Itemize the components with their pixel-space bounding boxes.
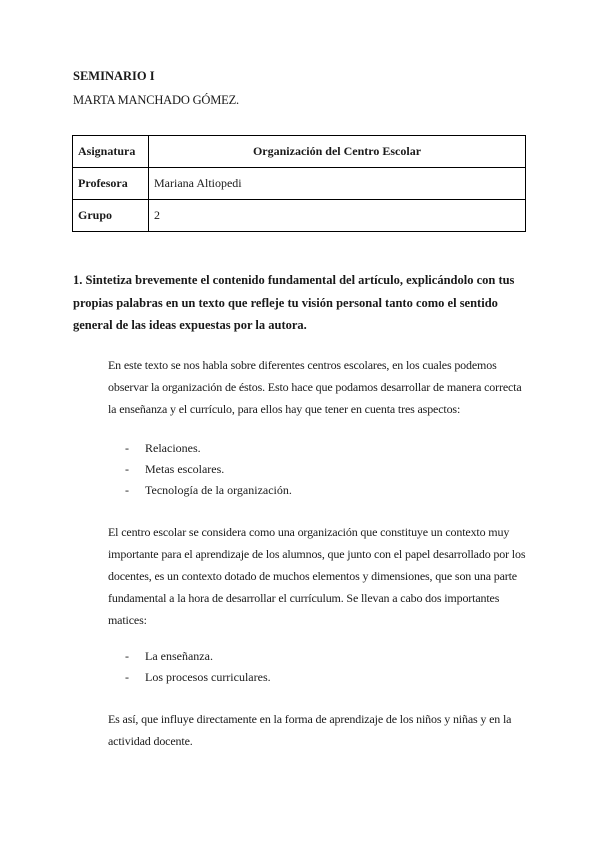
subject-label: Asignatura [73, 136, 149, 168]
list-bullet: - [125, 649, 129, 663]
teacher-label: Profesora [73, 168, 149, 200]
list-item-text: La enseñanza. [145, 649, 213, 663]
group-label: Grupo [73, 200, 149, 232]
list-item-text: Tecnología de la organización. [145, 483, 292, 497]
table-row [73, 168, 526, 200]
list-item [125, 459, 292, 480]
list-bullet: - [125, 441, 129, 455]
list-bullet: - [125, 670, 129, 684]
question-heading: 1. Sintetiza brevemente el contenido fundamental del artículo, explicándolo con tus propias palabras en un texto que refleje tu visión personal tanto como el sentido general de las ideas expuestas por la autora. [73, 273, 515, 332]
list-item [125, 646, 271, 667]
answer-paragraph-1: En este texto se nos habla sobre diferentes centros escolares, en los cuales podemos observar la organización de éstos. Esto hace que podamos desarrollar de manera correcta la enseñanza y el currículo, para ellos hay que tener en cuenta tres aspectos: [108, 358, 522, 416]
subject-value: Organización del Centro Escolar [149, 136, 526, 168]
list-bullet: - [125, 483, 129, 497]
answer-paragraph-3: Es así, que influye directamente en la forma de aprendizaje de los niños y niñas y en la actividad docente. [108, 712, 512, 748]
list-bullet: - [125, 462, 129, 476]
table-row [73, 136, 526, 168]
aspects-list [125, 438, 292, 501]
nuances-list [125, 646, 271, 688]
author-name: MARTA MANCHADO GÓMEZ. [73, 93, 239, 107]
list-item [125, 438, 292, 459]
group-value: 2 [149, 200, 526, 232]
list-item-text: Relaciones. [145, 441, 201, 455]
table-row [73, 200, 526, 232]
list-item-text: Metas escolares. [145, 462, 225, 476]
teacher-value: Mariana Altiopedi [149, 168, 526, 200]
list-item [125, 480, 292, 501]
list-item-text: Los procesos curriculares. [145, 670, 271, 684]
seminar-title: SEMINARIO I [73, 69, 155, 83]
answer-paragraph-2: El centro escolar se considera como una organización que constituye un contexto muy importante para el aprendizaje de los alumnos, que junto con el papel desarrollado por los docentes, es un contexto dotado de muchos elementos y dimensiones, que son una parte fundamental a la hora de desarrollar el currículum. Se llevan a cabo dos importantes matices: [108, 525, 526, 627]
list-item [125, 667, 271, 688]
info-table [72, 135, 526, 232]
